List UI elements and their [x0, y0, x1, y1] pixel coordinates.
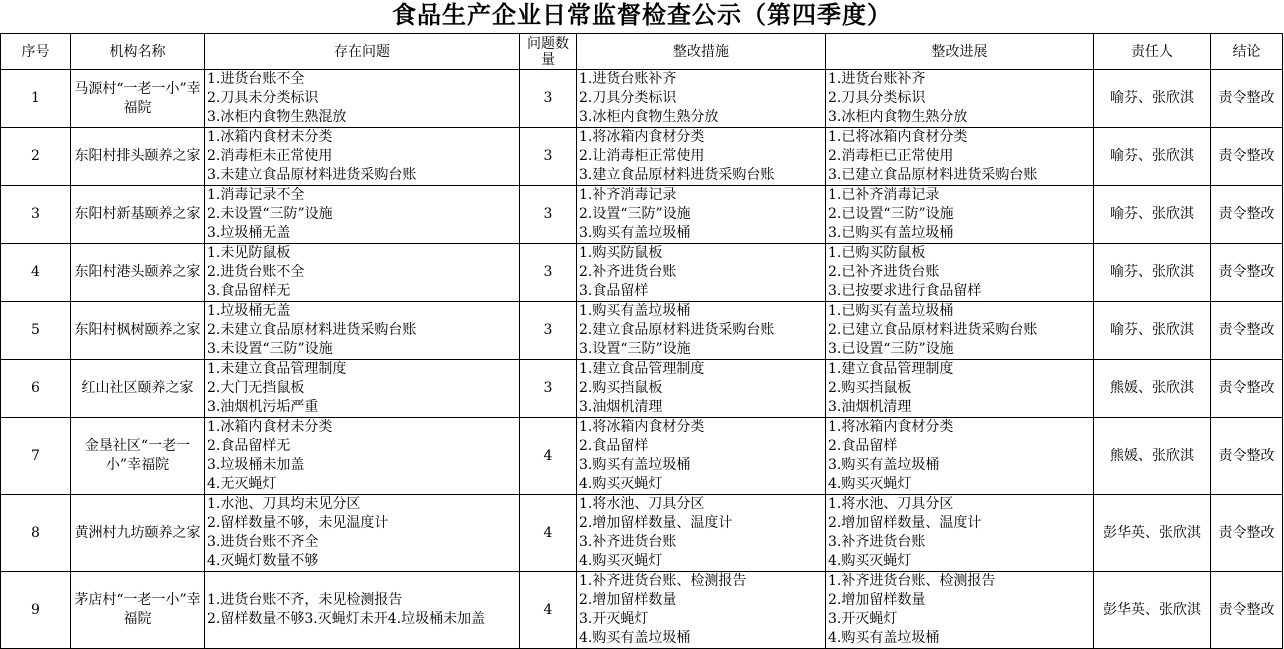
cell-org: 黄洲村九坊颐养之家: [71, 495, 205, 572]
cell-count: 4: [520, 572, 577, 649]
cell-problems: 1.垃圾桶无盖 2.未建立食品原材料进货采购台账 3.未设置“三防”设施: [205, 302, 520, 360]
cell-problems: 1.水池、刀具均未见分区 2.留样数量不够，未见温度计 3.进货台账不齐全 4.灭蝇灯数量不够: [205, 495, 520, 572]
table-row: [1, 186, 1283, 244]
table-row: [1, 128, 1283, 186]
cell-org: 金垦社区“一老一小”幸福院: [71, 418, 205, 495]
table-row: [1, 244, 1283, 302]
table-row: [1, 70, 1283, 128]
cell-no: 5: [1, 302, 71, 360]
inspection-table: [0, 33, 1283, 649]
cell-no: 6: [1, 360, 71, 418]
cell-no: 4: [1, 244, 71, 302]
cell-progress: 1.已补齐消毒记录 2.已设置“三防”设施 3.已购买有盖垃圾桶: [826, 186, 1094, 244]
cell-progress: 1.建立食品管理制度 2.购买挡鼠板 3.油烟机清理: [826, 360, 1094, 418]
cell-progress: 1.将水池、刀具分区 2.增加留样数量、温度计 3.补齐进货台账 4.购买灭蝇灯: [826, 495, 1094, 572]
table-row: [1, 360, 1283, 418]
cell-person: 喻芬、张欣淇: [1094, 70, 1211, 128]
cell-person: 彭华英、张欣淇: [1094, 572, 1211, 649]
cell-conclusion: 责令整改: [1211, 302, 1283, 360]
cell-no: 8: [1, 495, 71, 572]
cell-measures: 1.购买防鼠板 2.补齐进货台账 3.食品留样: [577, 244, 826, 302]
cell-conclusion: 责令整改: [1211, 495, 1283, 572]
table-row: [1, 495, 1283, 572]
cell-count: 3: [520, 302, 577, 360]
cell-count: 3: [520, 186, 577, 244]
cell-count: 3: [520, 244, 577, 302]
header-row: [1, 34, 1283, 70]
cell-count: 3: [520, 128, 577, 186]
cell-org: 东阳村港头颐养之家: [71, 244, 205, 302]
cell-org: 红山社区颐养之家: [71, 360, 205, 418]
cell-no: 2: [1, 128, 71, 186]
cell-problems: 1.未建立食品管理制度 2.大门无挡鼠板 3.油烟机污垢严重: [205, 360, 520, 418]
cell-org: 东阳村枫树颐养之家: [71, 302, 205, 360]
cell-person: 熊媛、张欣淇: [1094, 418, 1211, 495]
cell-progress: 1.已将冰箱内食材分类 2.消毒柜已正常使用 3.已建立食品原材料进货采购台账: [826, 128, 1094, 186]
header-problems: 存在问题: [205, 34, 520, 70]
cell-org: 马源村“一老一小”幸福院: [71, 70, 205, 128]
cell-no: 3: [1, 186, 71, 244]
cell-progress: 1.已购买有盖垃圾桶 2.已建立食品原材料进货采购台账 3.已设置“三防”设施: [826, 302, 1094, 360]
cell-measures: 1.将冰箱内食材分类 2.让消毒柜正常使用 3.建立食品原材料进货采购台账: [577, 128, 826, 186]
header-count: 问题数量: [520, 34, 577, 70]
cell-progress: 1.将冰箱内食材分类 2.食品留样 3.购买有盖垃圾桶 4.购买灭蝇灯: [826, 418, 1094, 495]
cell-measures: 1.将水池、刀具分区 2.增加留样数量、温度计 3.补齐进货台账 4.购买灭蝇灯: [577, 495, 826, 572]
cell-person: 喻芬、张欣淇: [1094, 128, 1211, 186]
cell-person: 喻芬、张欣淇: [1094, 302, 1211, 360]
cell-org: 东阳村新基颐养之家: [71, 186, 205, 244]
cell-problems: 1.冰箱内食材未分类 2.食品留样无 3.垃圾桶未加盖 4.无灭蝇灯: [205, 418, 520, 495]
cell-measures: 1.购买有盖垃圾桶 2.建立食品原材料进货采购台账 3.设置“三防”设施: [577, 302, 826, 360]
cell-measures: 1.建立食品管理制度 2.购买挡鼠板 3.油烟机清理: [577, 360, 826, 418]
cell-problems: 1.进货台账不全 2.刀具未分类标识 3.冰柜内食物生熟混放: [205, 70, 520, 128]
cell-no: 9: [1, 572, 71, 649]
cell-count: 4: [520, 418, 577, 495]
cell-conclusion: 责令整改: [1211, 418, 1283, 495]
cell-count: 3: [520, 70, 577, 128]
cell-conclusion: 责令整改: [1211, 70, 1283, 128]
cell-measures: 1.将冰箱内食材分类 2.食品留样 3.购买有盖垃圾桶 4.购买灭蝇灯: [577, 418, 826, 495]
cell-measures: 1.补齐消毒记录 2.设置“三防”设施 3.购买有盖垃圾桶: [577, 186, 826, 244]
header-org: 机构名称: [71, 34, 205, 70]
header-progress: 整改进展: [826, 34, 1094, 70]
header-no: 序号: [1, 34, 71, 70]
cell-person: 喻芬、张欣淇: [1094, 186, 1211, 244]
cell-no: 1: [1, 70, 71, 128]
header-person: 责任人: [1094, 34, 1211, 70]
cell-progress: 1.进货台账补齐 2.刀具分类标识 3.冰柜内食物生熟分放: [826, 70, 1094, 128]
cell-conclusion: 责令整改: [1211, 360, 1283, 418]
cell-conclusion: 责令整改: [1211, 244, 1283, 302]
cell-org: 东阳村排头颐养之家: [71, 128, 205, 186]
cell-conclusion: 责令整改: [1211, 186, 1283, 244]
cell-problems: 1.消毒记录不全 2.未设置“三防”设施 3.垃圾桶无盖: [205, 186, 520, 244]
cell-org: 茅店村“一老一小”幸福院: [71, 572, 205, 649]
header-measures: 整改措施: [577, 34, 826, 70]
cell-count: 4: [520, 495, 577, 572]
cell-problems: 1.进货台账不齐，未见检测报告 2.留样数量不够3.灭蝇灯未开4.垃圾桶未加盖: [205, 572, 520, 649]
cell-progress: 1.补齐进货台账、检测报告 2.增加留样数量 3.开灭蝇灯 4.购买有盖垃圾桶: [826, 572, 1094, 649]
page-title: 食品生产企业日常监督检查公示（第四季度）: [392, 1, 892, 29]
cell-no: 7: [1, 418, 71, 495]
cell-person: 彭华英、张欣淇: [1094, 495, 1211, 572]
cell-count: 3: [520, 360, 577, 418]
header-conclusion: 结论: [1211, 34, 1283, 70]
table-row: [1, 572, 1283, 649]
cell-conclusion: 责令整改: [1211, 572, 1283, 649]
cell-measures: 1.补齐进货台账、检测报告 2.增加留样数量 3.开灭蝇灯 4.购买有盖垃圾桶: [577, 572, 826, 649]
cell-problems: 1.未见防鼠板 2.进货台账不全 3.食品留样无: [205, 244, 520, 302]
cell-person: 喻芬、张欣淇: [1094, 244, 1211, 302]
cell-progress: 1.已购买防鼠板 2.已补齐进货台账 3.已按要求进行食品留样: [826, 244, 1094, 302]
cell-problems: 1.冰箱内食材未分类 2.消毒柜未正常使用 3.未建立食品原材料进货采购台账: [205, 128, 520, 186]
cell-person: 熊媛、张欣淇: [1094, 360, 1211, 418]
cell-conclusion: 责令整改: [1211, 128, 1283, 186]
table-row: [1, 302, 1283, 360]
cell-measures: 1.进货台账补齐 2.刀具分类标识 3.冰柜内食物生熟分放: [577, 70, 826, 128]
table-row: [1, 418, 1283, 495]
